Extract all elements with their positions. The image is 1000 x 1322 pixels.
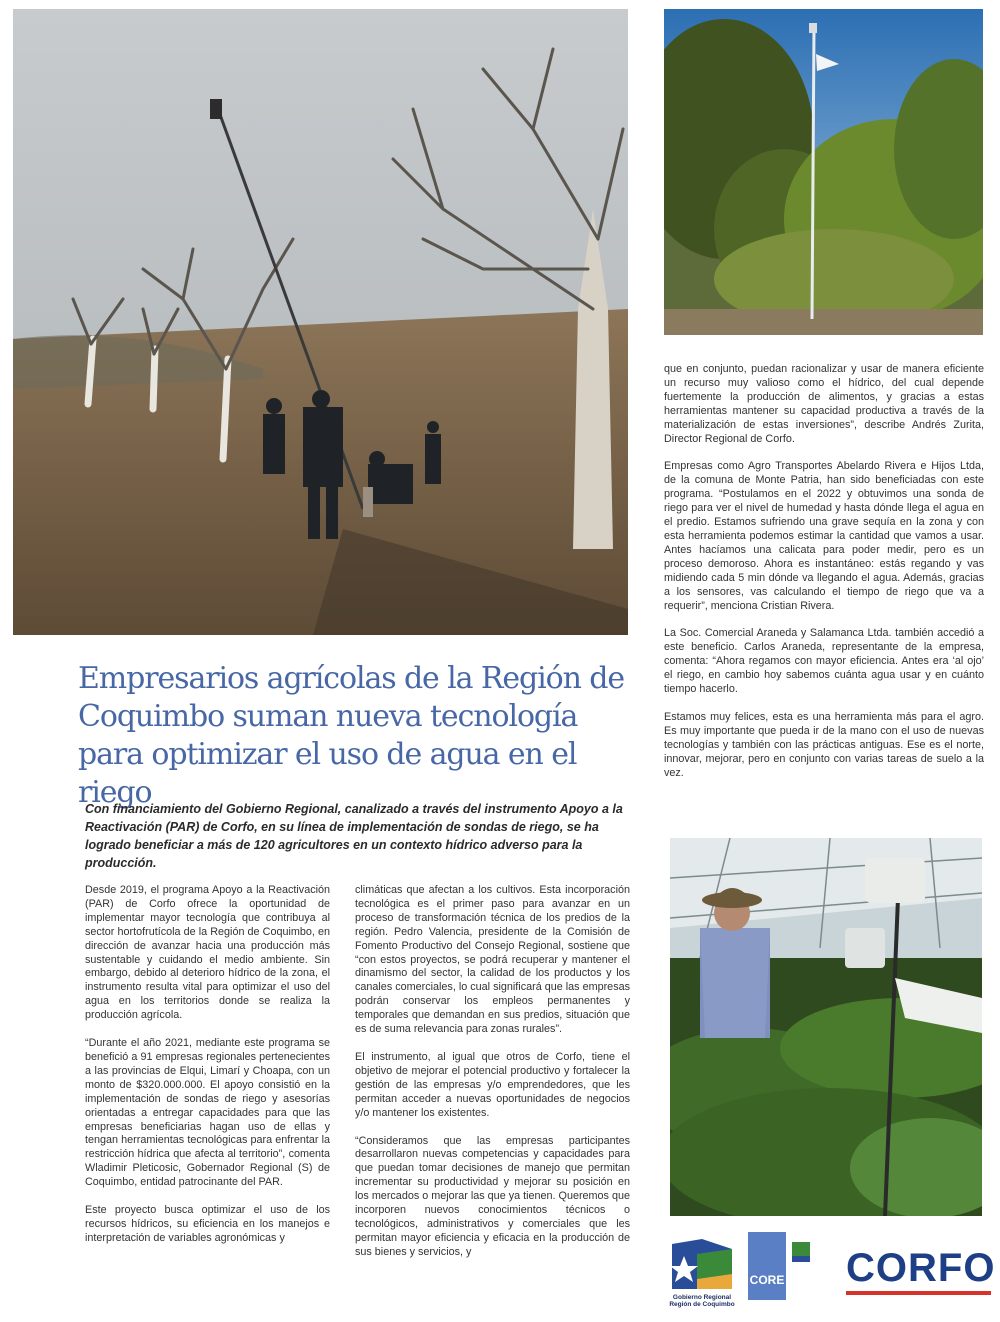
corfo-logo xyxy=(846,1246,996,1298)
body-column-left xyxy=(85,884,330,1260)
green-orchard-photo xyxy=(664,9,983,335)
body-column-right xyxy=(664,363,984,794)
article-lede: Con financiamiento del Gobierno Regional, canalizado a través del instrumento Apoyo a la Reactivación (PAR) de Corfo, en su línea de implementación de sondas de riego, se ha logrado beneficiar a más de 120 agricultores en un contexto hídrico adverso para la producción. xyxy=(85,802,623,870)
paragraph: El instrumento, al igual que otros de Corfo, tiene el objetivo de mejorar el potencial productivo y fortalecer la gestión de las empresas y/o emprendedores, que les permitan acceder a nuevas oportunidades de negocios y/o mantener los existentes. xyxy=(355,1050,630,1119)
core-logo xyxy=(748,1232,820,1300)
paragraph: climáticas que afectan a los cultivos. Esta incorporación tecnológica es el primer paso para avanzar en un proceso de transformación técnica de los predios de la región. Pedro Valencia, presidente de la Comisión de Fomento Productivo del Consejo Regional, sostiene que “con estos proyectos, se podrá recuperar y mantener el dinamismo del sector, la calidad de los productos y los canales comerciales, lo cual significará que las empresas podrán conservar los empleos permanentes y temporales que demandan en sus predios, situación que es de suma relevancia para zonas rurales”. xyxy=(355,884,630,1036)
paragraph: Estamos muy felices, esta es una herramienta más para el agro. Es muy importante que pueda ir de la mano con el uso de nuevas tecnologías y también con las prácticas antiguas. Ese es el norte, innovar, mejorar, pero en conjunto con varias tareas de suelo a la vez. xyxy=(664,710,984,779)
corfo-logo-text: CORFO xyxy=(846,1246,996,1290)
paragraph: La Soc. Comercial Araneda y Salamanca Ltda. también accedió a este beneficio. Carlos Araneda, representante de la empresa, comenta: “Ahora regamos con mayor eficiencia. Antes era ‘al ojo’ el riego, en cambio hoy sabemos cuánta agua usar y en cuánto tiempo hacerlo. xyxy=(664,627,984,696)
paragraph: Empresas como Agro Transportes Abelardo Rivera e Hijos Ltda, de la comuna de Monte Patria, han sido beneficiadas con este programa. “Postulamos en el 2022 y obtuvimos una sonda de riego para ver el nivel de humedad y hasta dónde llega el agua en el predio. Estamos sufriendo una grave sequía en la zona y con esta herramienta podemos estimar la cantidad que vamos a usar. Antes hacíamos una calicata para poder medir, pero es un proceso demoroso. Ahora es instantáneo: estás regando y vas midiendo cada 5 min dónde va llegando el agua. Además, gracias a los sensores, vas calculando el tiempo de riego que va a requerir”, menciona Cristian Rivera. xyxy=(664,460,984,612)
gobierno-regional-logo xyxy=(662,1234,742,1309)
paragraph: que en conjunto, puedan racionalizar y usar de manera eficiente un recurso muy valioso como el hídrico, del cual depende fuertemente la producción de alimentos, y gracias a estas herramientas mantener su capacidad productiva a través de la materialización de estas inversiones”, describe Andrés Zurita, Director Regional de Corfo. xyxy=(664,363,984,445)
paragraph: Desde 2019, el programa Apoyo a la Reactivación (PAR) de Corfo ofrece la oportunidad de implementar mayor tecnología que contribuya al sector hortofrutícola de la Región de Coquimbo, en dirección de avanzar hacia una producción más sustentable y cuidando el medio ambiente. Sin embargo, debido al deterioro hídrico de la zona, el instrumento resulta vital para optimizar el uso del agua en los territorios donde se realiza la producción agrícola. xyxy=(85,884,330,1022)
paragraph: “Consideramos que las empresas participantes desarrollaron nuevas competencias y capacidades para que puedan tomar decisiones de manejo que permitan incrementar su productividad y mejorar su posición en los mercados o mejorar las que ya tienen. Queremos que incorporen nuevos conocimientos técnicos o tecnológicos, administrativos y comerciales que les permitan mayor eficiencia y eficacia en la producción de sus bienes y servicios, y xyxy=(355,1134,630,1258)
body-column-middle xyxy=(355,884,630,1274)
greenhouse-photo xyxy=(670,838,982,1216)
gore-logo-text: Gobierno Regional Región de Coquimbo xyxy=(669,1294,735,1308)
corfo-logo-bar xyxy=(846,1291,991,1295)
paragraph: Este proyecto busca optimizar el uso de los recursos hídricos, su eficiencia en los manejos e interpretación de variables agronómicas y xyxy=(85,1204,330,1244)
paragraph: “Durante el año 2021, mediante este programa se benefició a 91 empresas regionales pertenecientes a las provincias de Elqui, Limarí y Choapa, con un monto de $320.000.000. El apoyo consistió en la implementación de sondas de riego y asesorías orientadas a entregar capacidades para que las empresas beneficiarias hagan uso de ellas y tengan herramientas tecnológicas para enfrentar la restricción hídrica que afecta al territorio”, comenta Wladimir Pleticosic, Gobernador Regional (S) de Coquimbo, entidad patrocinante del PAR. xyxy=(85,1037,330,1189)
article-headline: Empresarios agrícolas de la Región de Coquimbo suman nueva tecnología para optimizar el uso de agua en el riego xyxy=(78,661,624,810)
orchard-photo xyxy=(13,9,628,635)
core-logo-text: CORE xyxy=(749,1273,785,1287)
